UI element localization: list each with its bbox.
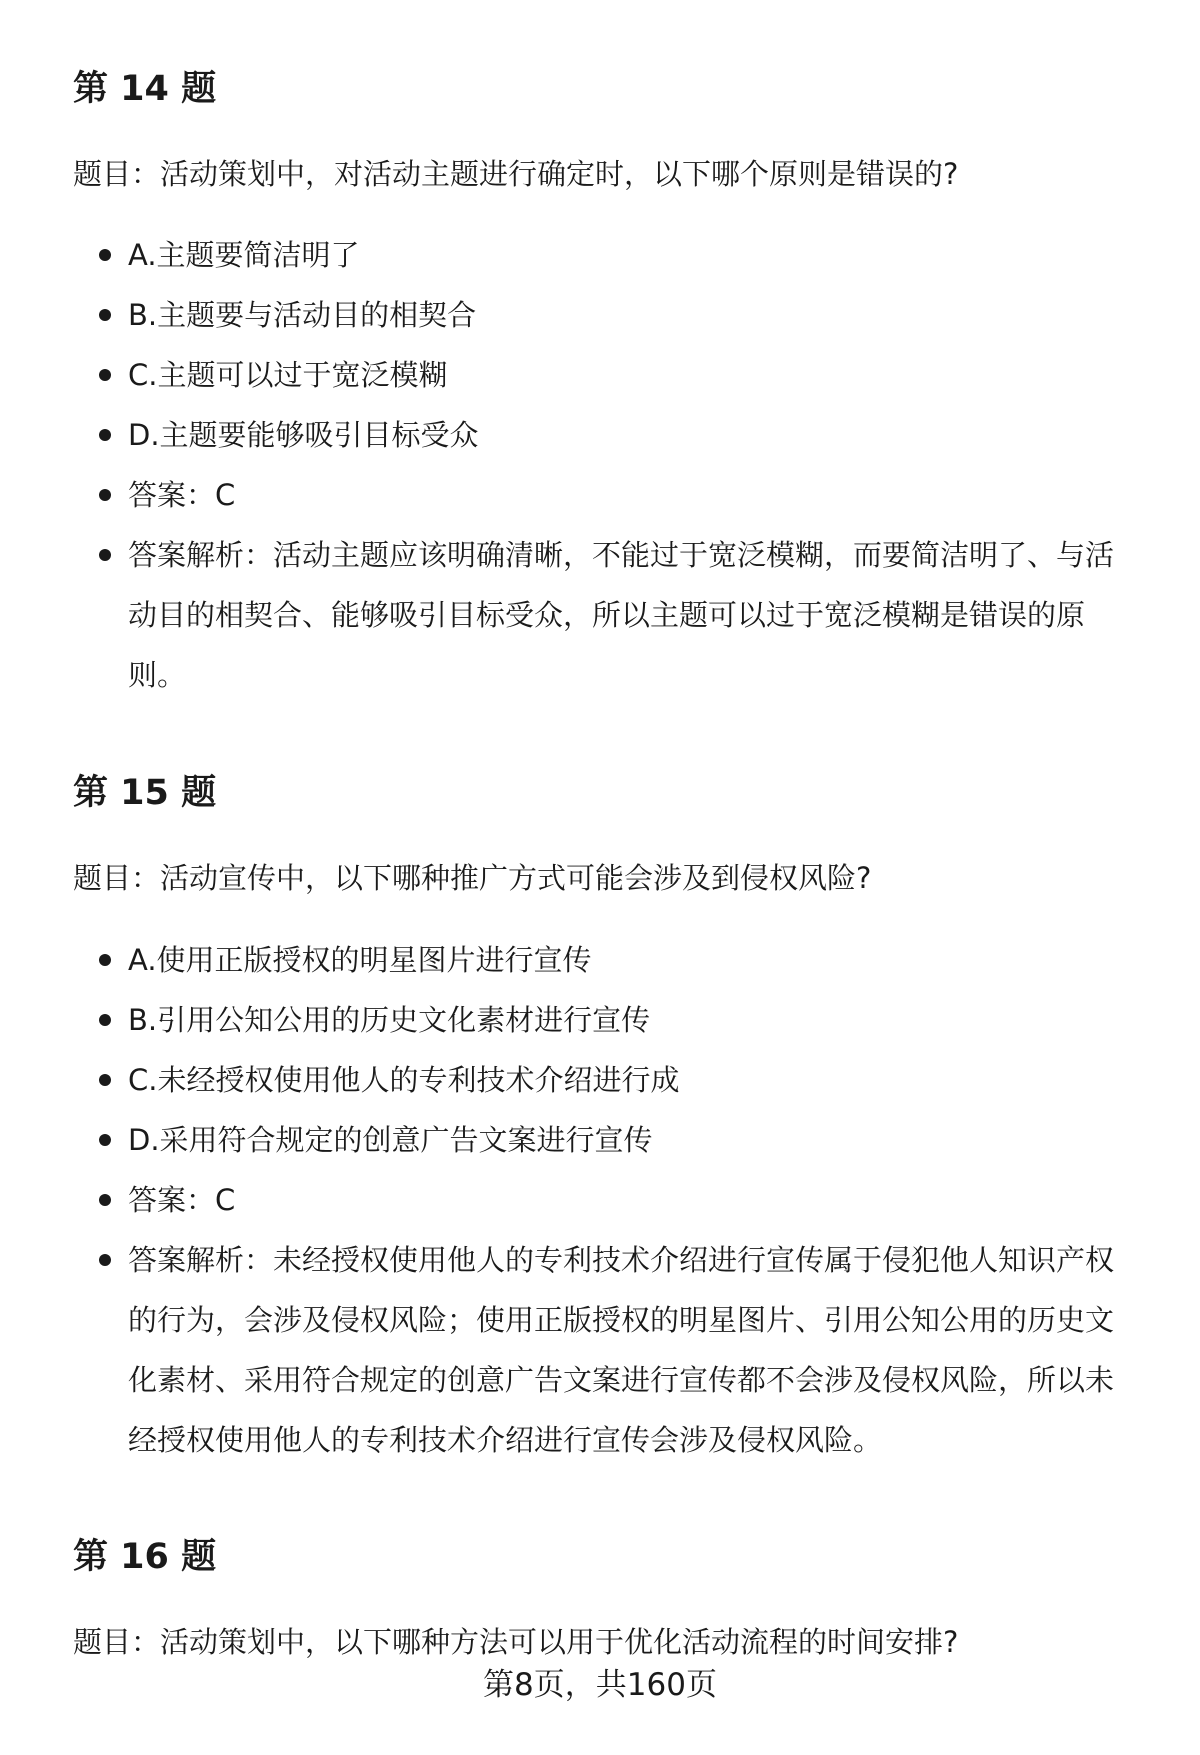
analysis-item	[0, 525, 1128, 705]
option-a	[0, 225, 1128, 285]
bullet-icon	[99, 249, 111, 261]
bullet-icon	[99, 369, 111, 381]
bullet-icon	[99, 429, 111, 441]
analysis-item	[0, 1230, 1128, 1470]
question-16-stem: 题目：活动策划中，以下哪种方法可以用于优化活动流程的时间安排?	[73, 1625, 959, 1659]
option-text: A.使用正版授权的明星图片进行宣传	[128, 943, 592, 977]
bullet-icon	[99, 1014, 111, 1026]
bullet-icon	[99, 1074, 111, 1086]
analysis-text: 答案解析：未经授权使用他人的专利技术介绍进行宣传属于侵犯他人知识产权的行为，会涉及侵权风险；使用正版授权的明星图片、引用公知公用的历史文化素材、采用符合规定的创意广告文案进行宣传都不会涉及侵权风险，所以未经授权使用他人的专利技术介绍进行宣传会涉及侵权风险。	[128, 1243, 1115, 1457]
option-text: A.主题要简洁明了	[128, 238, 360, 272]
option-text: C.未经授权使用他人的专利技术介绍进行成	[128, 1063, 680, 1097]
bullet-icon	[99, 1194, 111, 1206]
option-c	[0, 345, 1128, 405]
bullet-icon	[99, 1254, 111, 1266]
question-16-title: 第 16 题	[73, 1537, 217, 1577]
question-14-options	[0, 225, 1128, 705]
bullet-icon	[99, 1134, 111, 1146]
option-text: B.主题要与活动目的相契合	[128, 298, 477, 332]
bullet-icon	[99, 549, 111, 561]
question-15-stem: 题目：活动宣传中，以下哪种推广方式可能会涉及到侵权风险?	[73, 861, 872, 895]
answer-text: 答案：C	[128, 478, 236, 512]
option-text: D.采用符合规定的创意广告文案进行宣传	[128, 1123, 653, 1157]
option-text: B.引用公知公用的历史文化素材进行宣传	[128, 1003, 651, 1037]
question-15-title: 第 15 题	[73, 773, 217, 813]
answer-item	[0, 1170, 1128, 1230]
option-d	[0, 1110, 1128, 1170]
bullet-icon	[99, 954, 111, 966]
option-b	[0, 990, 1128, 1050]
answer-text: 答案：C	[128, 1183, 236, 1217]
option-text: C.主题可以过于宽泛模糊	[128, 358, 448, 392]
question-14-title: 第 14 题	[73, 69, 217, 109]
option-text: D.主题要能够吸引目标受众	[128, 418, 479, 452]
question-14-stem: 题目：活动策划中，对活动主题进行确定时，以下哪个原则是错误的?	[73, 157, 959, 191]
question-15-options	[0, 930, 1128, 1470]
option-b	[0, 285, 1128, 345]
option-c	[0, 1050, 1128, 1110]
option-d	[0, 405, 1128, 465]
page-number: 第8页，共160页	[483, 1667, 717, 1703]
bullet-icon	[99, 309, 111, 321]
analysis-text: 答案解析：活动主题应该明确清晰，不能过于宽泛模糊，而要简洁明了、与活动目的相契合、能够吸引目标受众，所以主题可以过于宽泛模糊是错误的原则。	[128, 538, 1115, 692]
option-a	[0, 930, 1128, 990]
bullet-icon	[99, 489, 111, 501]
answer-item	[0, 465, 1128, 525]
